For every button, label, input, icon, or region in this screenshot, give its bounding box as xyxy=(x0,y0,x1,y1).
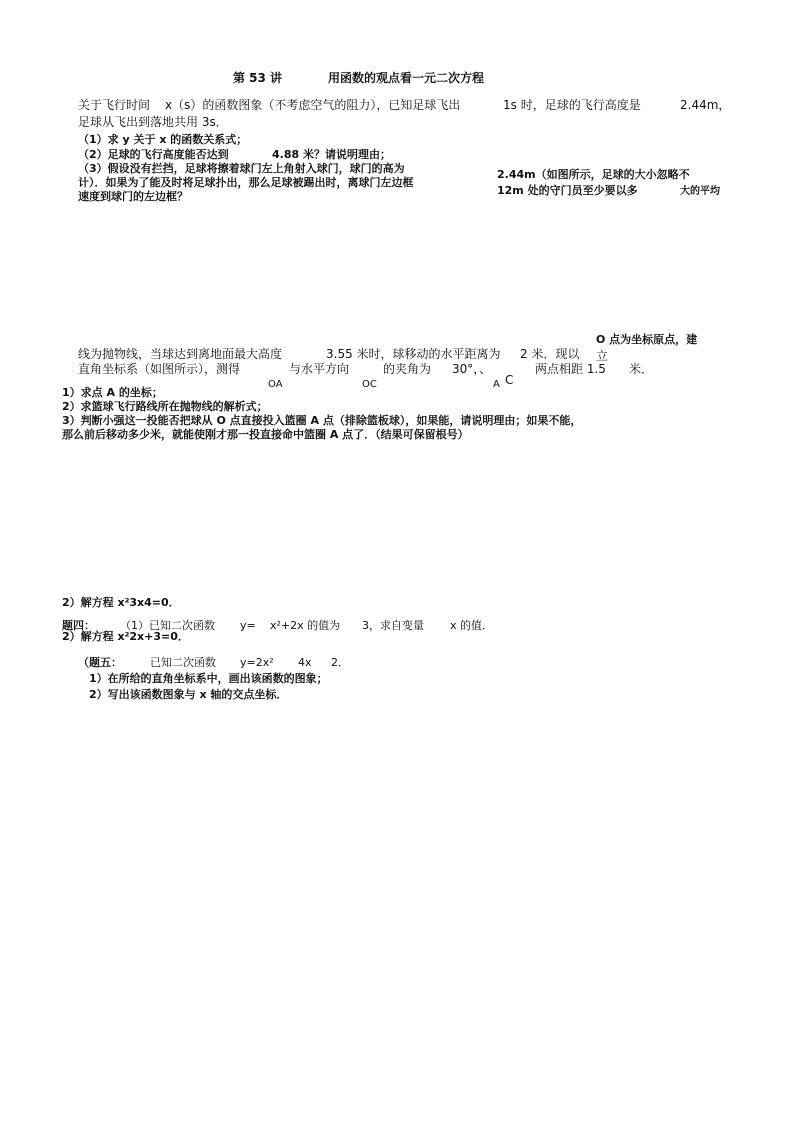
p1-question-1: （1）求 y 关于 x 的函数关系式； xyxy=(78,133,248,146)
p4-q1-d: 3，求自变量 xyxy=(362,619,424,632)
p2-line1-b: 3.55 米时，球移动的水平距离为 xyxy=(326,347,501,361)
p3-question-2: 2）解方程 x²3x4=0． xyxy=(62,596,180,609)
p2-label-c: C xyxy=(505,373,514,387)
p2-line2-a: 直角坐标系（如图所示），测得 xyxy=(78,362,241,376)
p5-stem-b: y=2x² xyxy=(240,656,274,669)
p2-line1-a: 线为抛物线，当球达到离地面最大高度 xyxy=(78,347,283,361)
p2-line2-b: 与水平方向 xyxy=(289,362,350,376)
p5-question-2: 2）写出该函数图象与 x 轴的交点坐标． xyxy=(89,688,288,701)
p2-label-oa: OA xyxy=(268,379,283,390)
p4-q1-b: y= xyxy=(240,619,256,632)
p4-question-2: 2）解方程 x²2x+3=0． xyxy=(62,630,189,643)
p1-line1-a: 关于飞行时间 xyxy=(78,98,151,112)
p2-label-a: A xyxy=(493,379,500,390)
p4-q1-e: x 的值． xyxy=(450,619,494,632)
p1-line1-b: x（s）的函数图象（不考虑空气的阻力），已知足球飞出 xyxy=(165,98,461,112)
p2-question-3-b: 那么前后移动多少米，就能使刚才那一投直接命中篮圈 A 点了．（结果可保留根号） xyxy=(62,428,469,441)
p1-right-b: 12m 处的守门员至少要以多 xyxy=(497,184,638,197)
p1-question-2-a: （2）足球的飞行高度能否达到 xyxy=(78,148,229,161)
p1-right-a: 2.44m（如图所示，足球的大小忽略不 xyxy=(497,168,690,181)
p2-question-3-a: 3）判断小强这一投能否把球从 O 点直接投入篮圈 A 点（排除篮板球），如果能，请说明理由；如果不能， xyxy=(62,414,582,427)
p1-line1-c: 1s 时，足球的飞行高度是 xyxy=(503,98,641,112)
p1-question-3-a: （3）假设没有拦挡，足球将擦着球门左上角射入球门，球门的高为 xyxy=(78,162,405,175)
p1-line1-d: 2.44m， xyxy=(680,98,731,112)
p1-line2: 足球从飞出到落地共用 3s． xyxy=(78,115,228,129)
p5-stem-a: 已知二次函数 xyxy=(150,656,216,669)
p4-q1-c: x²+2x 的值为 xyxy=(270,619,341,632)
p1-question-3-c: 速度到球门的左边框？ xyxy=(78,190,188,203)
p5-stem-c: 4x xyxy=(298,656,312,669)
lecture-title: 用函数的观点看一元二次方程 xyxy=(328,71,485,85)
p2-line1-d: 立 xyxy=(596,349,609,363)
p5-question-1: 1）在所给的直角坐标系中，画出该函数的图象； xyxy=(89,672,328,685)
lecture-number: 第 53 讲 xyxy=(233,71,283,85)
p2-label-oc: OC xyxy=(362,379,377,390)
p5-label: （题五： xyxy=(78,656,122,669)
p2-line2-e: 两点相距 1.5 xyxy=(535,362,606,376)
p5-stem-d: 2． xyxy=(331,656,349,669)
p2-question-1: 1）求点 A 的坐标； xyxy=(62,386,163,399)
p2-line1-c: 2 米．现以 xyxy=(520,347,580,361)
p2-right-a: O 点为坐标原点，建 xyxy=(596,333,698,346)
p2-line2-d: 30°，、 xyxy=(452,362,492,376)
p4-label: 题四： xyxy=(62,619,95,632)
p4-q1-a: （1）已知二次函数 xyxy=(120,619,215,632)
p1-right-c: 大的平均 xyxy=(680,186,720,197)
p1-question-3-b: 计）．如果为了能及时将足球扑出，那么足球被踢出时，离球门左边框 xyxy=(78,176,414,189)
p2-line2-c: 的夹角为 xyxy=(383,362,432,376)
p2-line2-f: 米． xyxy=(629,362,654,376)
p2-question-2: 2）求篮球飞行路线所在抛物线的解析式； xyxy=(62,400,268,413)
p1-question-2-b: 4.88 米？请说明理由； xyxy=(272,148,391,161)
